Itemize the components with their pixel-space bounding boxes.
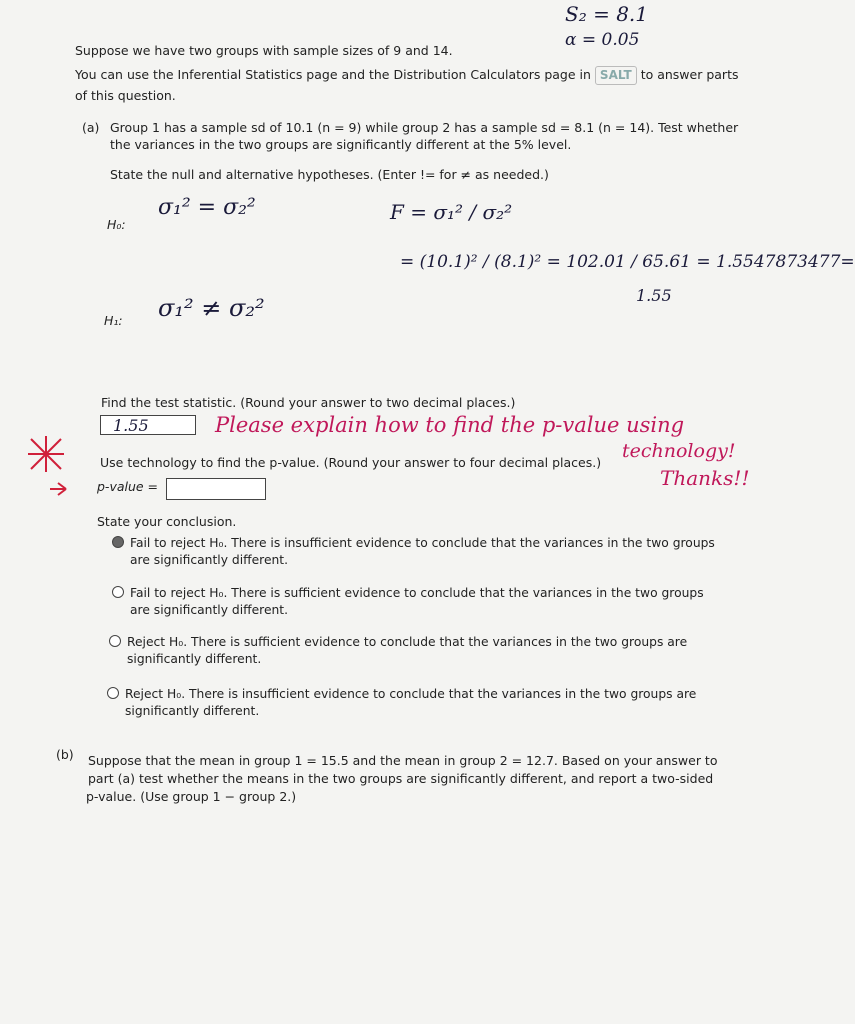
intro-text-end: to answer parts bbox=[640, 67, 739, 82]
radio-selected-icon[interactable] bbox=[112, 536, 124, 548]
f-rounded-handwritten: 1.55 bbox=[636, 286, 672, 305]
salt-link[interactable]: SALT bbox=[595, 66, 637, 85]
part-a-text-1: Group 1 has a sample sd of 10.1 (n = 9) while group 2 has a sample sd = 8.1 (n = 14). Test whether bbox=[110, 120, 739, 135]
handwritten-technology: technology! bbox=[622, 440, 736, 462]
h1-handwritten: σ₁² ≠ σ₂² bbox=[158, 294, 265, 322]
red-star-arrow-annotation bbox=[28, 436, 68, 502]
conclusion-option-1[interactable] bbox=[112, 535, 762, 569]
intro-sample-sizes: Suppose we have two groups with sample sizes of 9 and 14. bbox=[75, 43, 453, 58]
part-b-line-1: Suppose that the mean in group 1 = 15.5 and the mean in group 2 = 12.7. Based on your answer to bbox=[88, 753, 718, 768]
part-a-text-2: the variances in the two groups are significantly different at the 5% level. bbox=[110, 137, 572, 152]
intro-salt-line bbox=[75, 66, 775, 85]
part-b-line-2: part (a) test whether the means in the two groups are significantly different, and report a two-sided bbox=[88, 771, 714, 786]
radio-icon[interactable] bbox=[109, 635, 121, 647]
option-4-line-1: Reject H₀. There is insufficient evidence to conclude that the variances in the two groups are bbox=[125, 687, 697, 701]
test-stat-prompt: Find the test statistic. (Round your answer to two decimal places.) bbox=[101, 395, 516, 410]
handwritten-thanks: Thanks!! bbox=[660, 466, 750, 490]
part-b-label: (b) bbox=[56, 747, 74, 762]
pvalue-prompt: Use technology to find the p-value. (Round your answer to four decimal places.) bbox=[100, 455, 602, 470]
test-stat-input[interactable]: 1.55 bbox=[100, 415, 196, 435]
option-1-line-1: Fail to reject H₀. There is insufficient evidence to conclude that the variances in the two groups bbox=[130, 536, 715, 550]
radio-icon[interactable] bbox=[112, 586, 124, 598]
option-2-line-1: Fail to reject H₀. There is sufficient evidence to conclude that the variances in the two groups bbox=[130, 586, 704, 600]
part-b-line-3: p-value. (Use group 1 − group 2.) bbox=[86, 789, 297, 804]
pvalue-input[interactable] bbox=[166, 478, 266, 500]
option-2-line-2: are significantly different. bbox=[130, 603, 289, 617]
hypothesis-prompt: State the null and alternative hypotheses. (Enter != for ≠ as needed.) bbox=[110, 167, 549, 182]
option-3-line-2: significantly different. bbox=[127, 652, 262, 666]
f-formula-handwritten: F = σ₁² / σ₂² bbox=[390, 200, 513, 224]
h0-handwritten: σ₁² = σ₂² bbox=[158, 195, 256, 220]
s2-handwritten-note: S₂ = 8.1 bbox=[565, 2, 648, 26]
option-3-line-1: Reject H₀. There is sufficient evidence to conclude that the variances in the two groups are bbox=[127, 635, 688, 649]
conclusion-prompt: State your conclusion. bbox=[97, 514, 237, 529]
conclusion-option-4[interactable] bbox=[107, 686, 757, 720]
pvalue-label: p-value = bbox=[97, 479, 159, 494]
f-calculation-handwritten: = (10.1)² / (8.1)² = 102.01 / 65.61 = 1.5547873477= bbox=[400, 252, 855, 272]
part-a-label: (a) bbox=[82, 120, 100, 135]
radio-icon[interactable] bbox=[107, 687, 119, 699]
alpha-handwritten-note: α = 0.05 bbox=[565, 30, 640, 50]
handwritten-help-request: Please explain how to find the p-value using bbox=[215, 413, 685, 437]
option-4-line-2: significantly different. bbox=[125, 704, 260, 718]
intro-of-question: of this question. bbox=[75, 88, 176, 103]
conclusion-option-2[interactable] bbox=[112, 585, 762, 619]
h0-label: H₀: bbox=[107, 217, 126, 232]
h1-label: H₁: bbox=[104, 313, 123, 328]
intro-text: You can use the Inferential Statistics page and the Distribution Calculators page in bbox=[75, 67, 591, 82]
conclusion-option-3[interactable] bbox=[109, 634, 759, 668]
option-1-line-2: are significantly different. bbox=[130, 553, 289, 567]
